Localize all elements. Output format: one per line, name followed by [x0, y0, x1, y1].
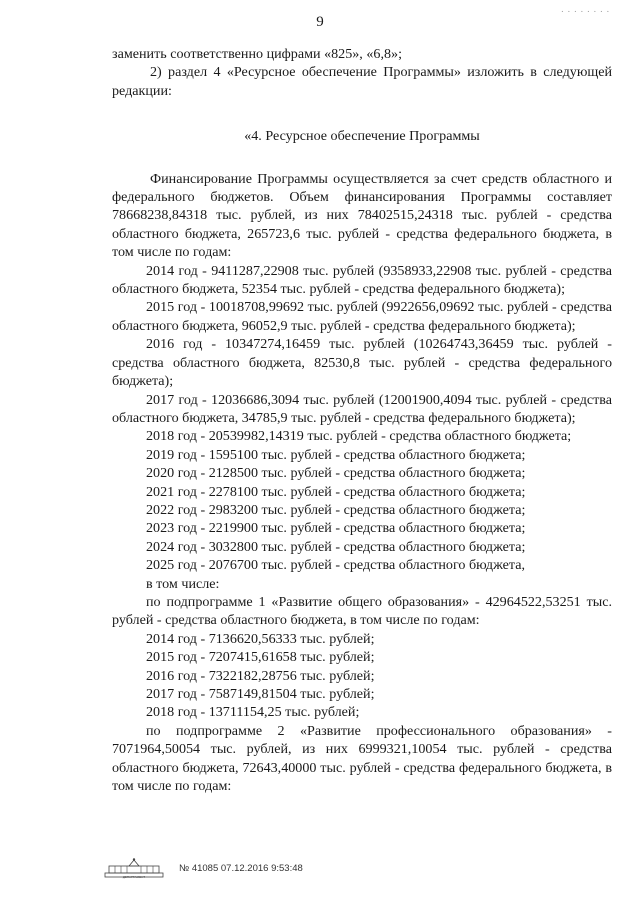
- paragraph: заменить соответственно цифрами «825», «6,8»;: [112, 46, 402, 62]
- paragraph: 2019 год - 1595100 тыс. рублей - средства областного бюджета;: [146, 446, 526, 463]
- paragraph: по подпрограмме 2 «Развитие профессионального образования» - 7071964,50054 тыс. рублей, из них 6999321,10054 тыс. рублей - средства областного бюджета, 72643,40000 тыс. рублей - средства федерального бюджета, в том числе по годам:: [112, 722, 612, 795]
- paragraph: Финансирование Программы осуществляется за счет средств областного и федерального бюджетов. Объем финансирования Программы составляет 78668238,84318 тыс. рублей, из них 78402515,24318 тыс. рублей - средства областного бюджета, 265723,6 тыс. рублей - средства федерального бюджета, в том числе по годам:: [112, 170, 612, 261]
- paragraph: 2014 год - 7136620,56333 тыс. рублей;: [146, 630, 375, 647]
- paragraph: 2015 год - 7207415,61658 тыс. рублей;: [146, 649, 375, 666]
- top-scan-marks: . . . . . . . .: [561, 4, 610, 14]
- paragraph: 2021 год - 2278100 тыс. рублей - средства областного бюджета;: [146, 483, 526, 500]
- paragraph: 2025 год - 2076700 тыс. рублей - средства областного бюджета,: [146, 557, 526, 574]
- page-number: 9: [316, 14, 324, 30]
- paragraph: 2023 год - 2219900 тыс. рублей - средства областного бюджета;: [146, 520, 526, 537]
- paragraph: 2016 год - 10347274,16459 тыс. рублей (10264743,36459 тыс. рублей - средства областного бюджета, 82530,8 тыс. рублей - средства федерального бюджета);: [112, 336, 612, 390]
- paragraph: 2018 год - 20539982,14319 тыс. рублей - средства областного бюджета;: [146, 428, 572, 445]
- paragraph: 2020 год - 2128500 тыс. рублей - средства областного бюджета;: [146, 465, 526, 482]
- paragraph: по подпрограмме 1 «Развитие общего образования» - 42964522,53251 тыс. рублей - средства областного бюджета, в том числе по годам:: [112, 593, 612, 629]
- paragraph: 2) раздел 4 «Ресурсное обеспечение Программы» изложить в следующей редакции:: [112, 64, 612, 99]
- paragraph: 2017 год - 7587149,81504 тыс. рублей;: [146, 686, 375, 702]
- section-heading: «4. Ресурсное обеспечение Программы: [244, 128, 480, 145]
- document-body: [112, 45, 612, 795]
- paragraph: 2014 год - 9411287,22908 тыс. рублей (9358933,22908 тыс. рублей - средства областного бюджета, 52354 тыс. рублей - средства федерального бюджета);: [112, 262, 612, 298]
- paragraph: 2017 год - 12036686,3094 тыс. рублей (12001900,4094 тыс. рублей - средства областного бюджета, 34785,9 тыс. рублей - средства федерального бюджета);: [112, 391, 612, 426]
- paragraph: 2024 год - 3032800 тыс. рублей - средства областного бюджета;: [146, 538, 526, 555]
- paragraph: 2022 год - 2983200 тыс. рублей - средства областного бюджета;: [146, 501, 526, 518]
- document-reference: № 41085 07.12.2016 9:53:48: [179, 863, 303, 874]
- paragraph: 2016 год - 7322182,28756 тыс. рублей;: [146, 667, 375, 684]
- paragraph: в том числе:: [146, 575, 220, 592]
- logo-caption: ДЕПАРТАМЕНТ: [122, 875, 146, 879]
- department-logo-icon: [103, 857, 165, 879]
- paragraph: 2018 год - 13711154,25 тыс. рублей;: [146, 704, 360, 721]
- paragraph: 2015 год - 10018708,99692 тыс. рублей (9922656,09692 тыс. рублей - средства областного бюджета, 96052,9 тыс. рублей - средства федерального бюджета);: [112, 299, 612, 334]
